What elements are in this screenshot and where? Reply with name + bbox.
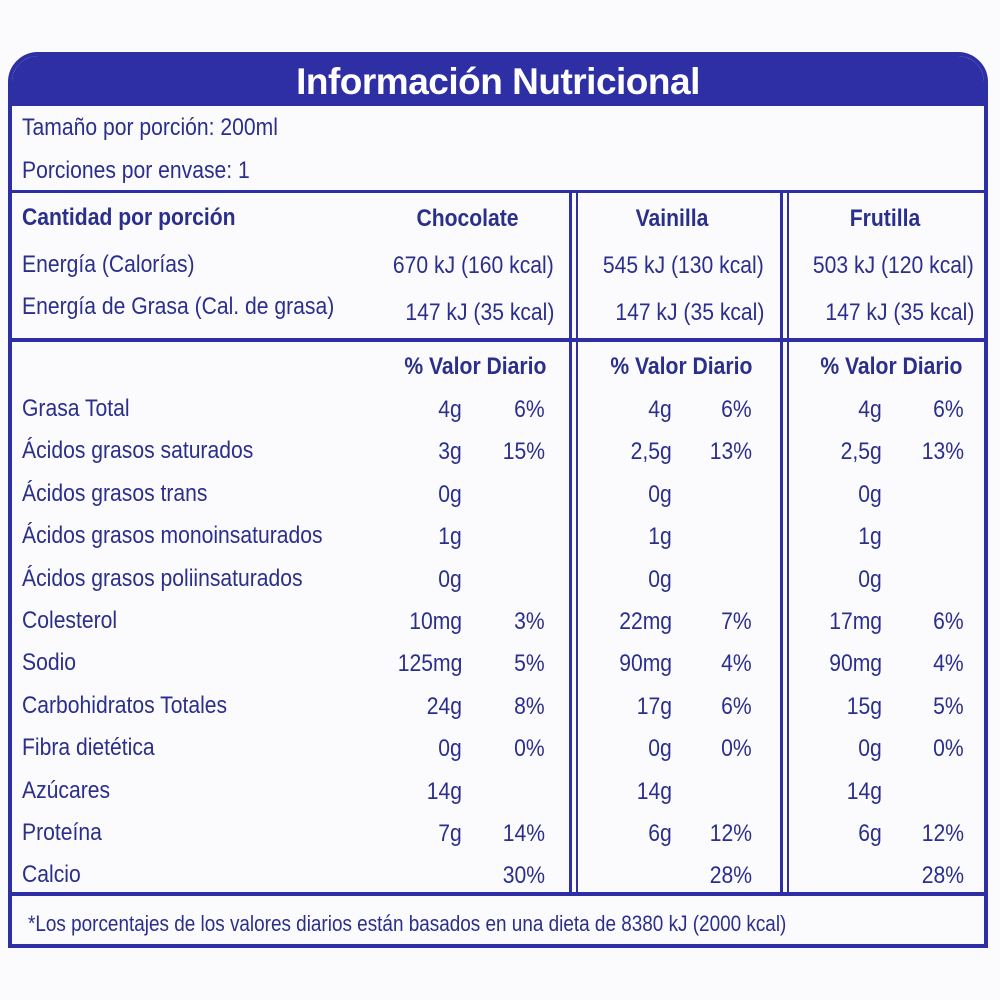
- nutrient-daily-value-vainilla: 28%: [709, 862, 752, 889]
- nutrient-amount-frutilla: 0g: [858, 735, 882, 762]
- nutrient-amount-vainilla: 22mg: [619, 608, 672, 635]
- daily-value-header-vainilla: % Valor Diario: [609, 353, 752, 380]
- nutrient-daily-value-vainilla: 6%: [721, 396, 752, 423]
- nutrient-label: Ácidos grasos saturados: [22, 437, 254, 464]
- nutrient-daily-value-frutilla: 6%: [933, 608, 964, 635]
- nutrient-amount-chocolate: 10mg: [409, 608, 462, 635]
- nutrient-amount-chocolate: 7g: [438, 820, 462, 847]
- nutrient-amount-vainilla: 6g: [648, 820, 672, 847]
- nutrient-daily-value-vainilla: 7%: [721, 608, 752, 635]
- column-separator-1b: [576, 190, 578, 894]
- nutrient-amount-frutilla: 2,5g: [840, 438, 882, 465]
- nutrient-label: Sodio: [22, 649, 77, 676]
- nutrient-label: Carbohidratos Totales: [22, 692, 228, 719]
- nutrient-amount-frutilla: 4g: [858, 396, 882, 423]
- daily-value-header-frutilla: % Valor Diario: [819, 353, 962, 380]
- nutrient-daily-value-chocolate: 3%: [514, 608, 545, 635]
- energy-vainilla: 545 kJ (130 kcal): [603, 252, 764, 279]
- nutrient-amount-vainilla: 17g: [636, 693, 672, 720]
- nutrient-amount-frutilla: 90mg: [829, 650, 882, 677]
- column-separator-1: [569, 190, 572, 894]
- daily-value-header-chocolate: % Valor Diario: [403, 353, 546, 380]
- nutrient-amount-vainilla: 4g: [648, 396, 672, 423]
- nutrient-daily-value-frutilla: 12%: [921, 820, 964, 847]
- divider-below-energy: [12, 338, 984, 342]
- nutrient-label: Ácidos grasos poliinsaturados: [22, 565, 303, 592]
- nutrient-amount-chocolate: 3g: [438, 438, 462, 465]
- nutrient-amount-frutilla: 0g: [858, 481, 882, 508]
- flavor-frutilla: Frutilla: [849, 205, 921, 232]
- nutrient-amount-frutilla: 17mg: [829, 608, 882, 635]
- nutrient-amount-vainilla: 1g: [648, 523, 672, 550]
- nutrient-amount-frutilla: 0g: [858, 566, 882, 593]
- nutrient-daily-value-vainilla: 13%: [709, 438, 752, 465]
- nutrient-daily-value-frutilla: 4%: [933, 650, 964, 677]
- amount-per-serving-label: Cantidad por porción: [22, 204, 236, 231]
- divider-below-table: [12, 892, 984, 896]
- nutrient-daily-value-frutilla: 0%: [933, 735, 964, 762]
- column-separator-2: [780, 190, 783, 894]
- nutrient-amount-vainilla: 0g: [648, 566, 672, 593]
- flavor-chocolate: Chocolate: [416, 205, 519, 232]
- divider-below-serving: [12, 190, 984, 193]
- flavor-vainilla: Vainilla: [635, 205, 709, 232]
- nutrient-amount-chocolate: 4g: [438, 396, 462, 423]
- fat-energy-label: Energía de Grasa (Cal. de grasa): [22, 293, 335, 320]
- nutrient-label: Azúcares: [22, 777, 111, 804]
- nutrient-label: Grasa Total: [22, 395, 130, 422]
- nutrient-amount-chocolate: 14g: [426, 778, 462, 805]
- nutrient-amount-chocolate: 24g: [426, 693, 462, 720]
- nutrient-label: Proteína: [22, 819, 102, 846]
- nutrient-daily-value-vainilla: 4%: [721, 650, 752, 677]
- column-separator-2b: [787, 190, 789, 894]
- nutrient-daily-value-frutilla: 28%: [921, 862, 964, 889]
- nutrient-amount-vainilla: 90mg: [619, 650, 672, 677]
- nutrient-label: Colesterol: [22, 607, 118, 634]
- energy-chocolate: 670 kJ (160 kcal): [393, 252, 554, 279]
- nutrient-daily-value-frutilla: 6%: [933, 396, 964, 423]
- nutrient-amount-frutilla: 6g: [858, 820, 882, 847]
- nutrient-label: Ácidos grasos trans: [22, 480, 208, 507]
- nutrient-daily-value-chocolate: 0%: [514, 735, 545, 762]
- nutrient-amount-frutilla: 15g: [846, 693, 882, 720]
- serving-size: Tamaño por porción: 200ml: [22, 114, 278, 141]
- nutrient-daily-value-chocolate: 30%: [502, 862, 545, 889]
- fat-energy-vainilla: 147 kJ (35 kcal): [614, 299, 764, 326]
- nutrient-daily-value-frutilla: 13%: [921, 438, 964, 465]
- nutrient-label: Calcio: [22, 861, 81, 888]
- nutrient-amount-vainilla: 0g: [648, 735, 672, 762]
- nutrient-amount-frutilla: 14g: [846, 778, 882, 805]
- nutrient-amount-vainilla: 14g: [636, 778, 672, 805]
- footnote: *Los porcentajes de los valores diarios están basados en una dieta de 8380 kJ (2000 kcal): [28, 911, 787, 936]
- energy-frutilla: 503 kJ (120 kcal): [813, 252, 974, 279]
- energy-label: Energía (Calorías): [22, 251, 195, 278]
- nutrient-daily-value-vainilla: 12%: [709, 820, 752, 847]
- nutrient-amount-frutilla: 1g: [858, 523, 882, 550]
- nutrient-label: Ácidos grasos monoinsaturados: [22, 522, 323, 549]
- fat-energy-chocolate: 147 kJ (35 kcal): [404, 299, 554, 326]
- nutrient-daily-value-vainilla: 0%: [721, 735, 752, 762]
- nutrient-amount-chocolate: 125mg: [397, 650, 462, 677]
- nutrient-daily-value-vainilla: 6%: [721, 693, 752, 720]
- nutrient-daily-value-chocolate: 5%: [514, 650, 545, 677]
- nutrient-daily-value-frutilla: 5%: [933, 693, 964, 720]
- nutrient-amount-chocolate: 0g: [438, 566, 462, 593]
- nutrient-amount-vainilla: 0g: [648, 481, 672, 508]
- nutrient-daily-value-chocolate: 15%: [502, 438, 545, 465]
- nutrient-daily-value-chocolate: 6%: [514, 396, 545, 423]
- panel-title: Información Nutricional: [12, 56, 984, 106]
- nutrient-daily-value-chocolate: 14%: [502, 820, 545, 847]
- nutrient-amount-chocolate: 1g: [438, 523, 462, 550]
- nutrient-label: Fibra dietética: [22, 734, 155, 761]
- servings-per-container: Porciones por envase: 1: [22, 157, 250, 184]
- nutrient-amount-chocolate: 0g: [438, 481, 462, 508]
- nutrient-daily-value-chocolate: 8%: [514, 693, 545, 720]
- nutrient-amount-vainilla: 2,5g: [630, 438, 672, 465]
- nutrient-amount-chocolate: 0g: [438, 735, 462, 762]
- fat-energy-frutilla: 147 kJ (35 kcal): [824, 299, 974, 326]
